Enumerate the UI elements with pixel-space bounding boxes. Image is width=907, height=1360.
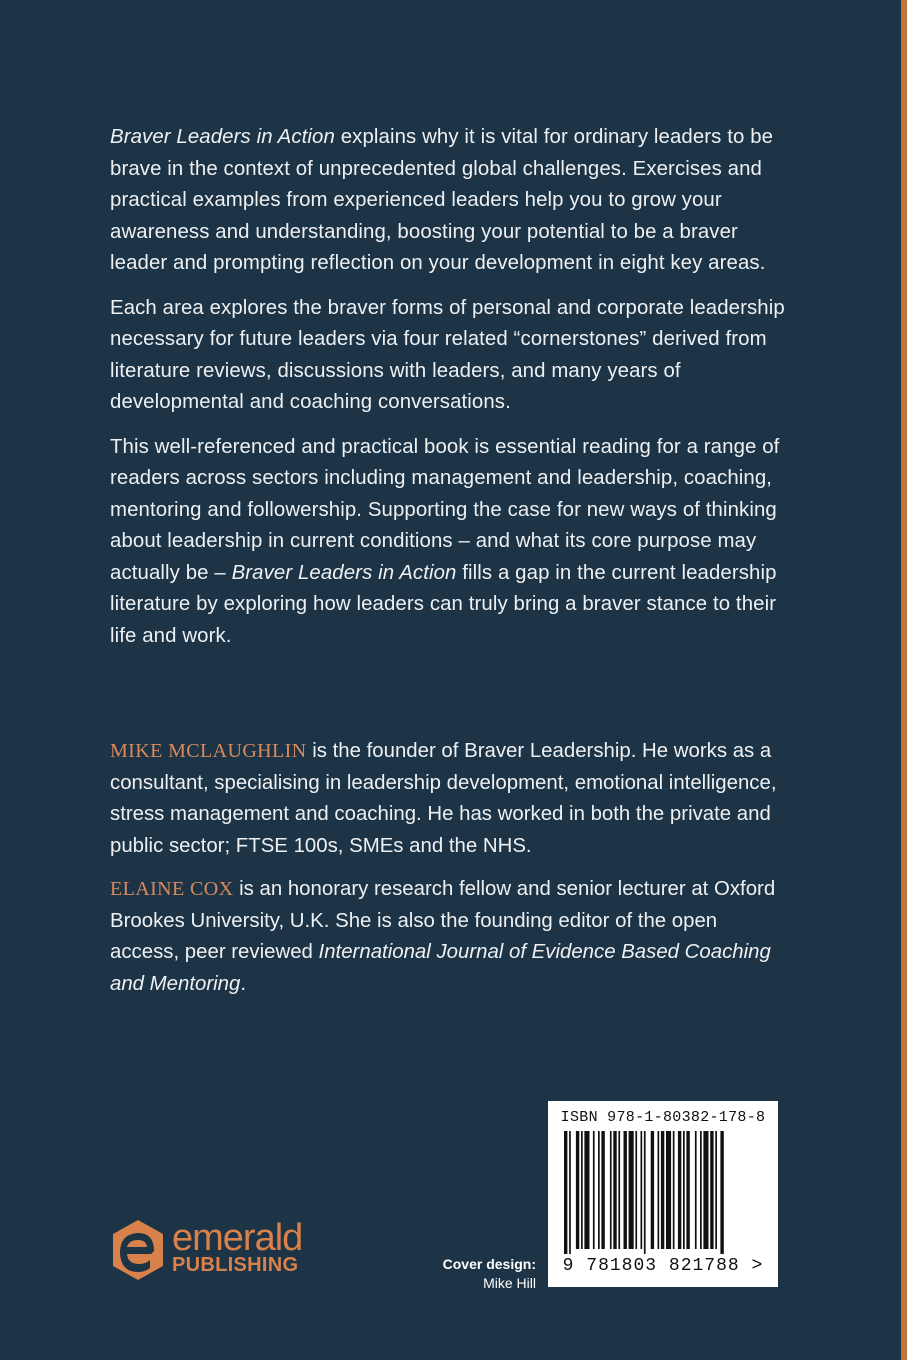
spine-accent-strip	[901, 0, 907, 1360]
barcode-bar	[686, 1131, 689, 1249]
barcode-bar	[624, 1131, 627, 1249]
barcode-bar	[576, 1131, 579, 1249]
barcode-bar	[641, 1131, 643, 1249]
author-bio-2: ELAINE COX is an honorary research fellow and senior lecturer at Oxford Brookes University, U.K. She is also the founding editor of the open access, peer reviewed International Journal of Evidence Based Coaching and Mentoring.	[110, 878, 776, 995]
barcode-bar	[715, 1131, 717, 1249]
isbn-label: ISBN 978-1-80382-178-8	[560, 1109, 766, 1126]
barcode-icon	[564, 1131, 762, 1259]
cover-design-credit	[400, 1255, 536, 1293]
barcode-bar	[661, 1131, 664, 1249]
publisher-subtitle: PUBLISHING	[172, 1254, 299, 1276]
author-name: MIKE MCLAUGHLIN	[110, 740, 307, 762]
barcode-bar	[584, 1131, 589, 1249]
barcode-bar	[613, 1131, 616, 1249]
journal-title: International Journal of Evidence Based Coaching and Mentoring	[110, 941, 771, 995]
barcode-bar	[644, 1131, 646, 1259]
blurb-paragraph-1: Braver Leaders in Action explains why it is vital for ordinary leaders to be brave in the context of unprecedented global challenges. Exercises and practical examples from experienced leaders help you to grow your awareness and understanding, boosting your potential to be a braver leader and prompting reflection on your development in eight key areas.	[110, 126, 774, 274]
barcode-bar	[710, 1131, 713, 1249]
barcode-bar	[720, 1131, 723, 1259]
author-bio-1: MIKE MCLAUGHLIN is the founder of Braver Leadership. He works as a consultant, specialising in leadership development, emotional intelligence, stress management and coaching. He has worked in both the private and public sector; FTSE 100s, SMEs and the NHS.	[110, 740, 777, 857]
barcode-bar	[695, 1131, 697, 1249]
barcode-bar	[601, 1131, 604, 1249]
book-title-italic: Braver Leaders in Action	[231, 561, 457, 584]
barcode-bar	[651, 1131, 654, 1249]
book-title-italic: Braver Leaders in Action	[110, 126, 335, 148]
barcode-bar	[666, 1131, 671, 1249]
credit-label: Cover design:	[442, 1256, 536, 1272]
barcode-bar	[569, 1131, 571, 1259]
author-name: ELAINE COX	[110, 878, 234, 900]
author-bios	[110, 736, 790, 1012]
barcode-bar	[564, 1131, 567, 1259]
credit-name: Mike Hill	[483, 1275, 536, 1291]
barcode-bar	[581, 1131, 583, 1249]
publisher-wordmark: emerald	[172, 1217, 303, 1259]
book-blurb	[110, 122, 790, 665]
barcode-bar	[610, 1131, 612, 1249]
barcode-bar	[629, 1131, 634, 1249]
blurb-paragraph-2: Each area explores the braver forms of personal and corporate leadership necessary for future leaders via four related “cornerstones” derived from literature reviews, discussions with leaders, and many years of developmental and coaching conversations.	[110, 296, 785, 413]
barcode-bar	[683, 1131, 685, 1249]
isbn-barcode	[548, 1101, 778, 1287]
barcode-bar	[673, 1131, 675, 1249]
blurb-paragraph-3: This well-referenced and practical book is essential reading for a range of readers across sectors including management and leadership, coaching, mentoring and followership. Supporting the case for new ways of thinking about leadership in current conditions – and what its core purpose may actually be – Braver Leaders in Action fills a gap in the current leadership literature by exploring how leaders can truly bring a braver stance to their life and work.	[110, 435, 780, 647]
emerald-hexagon-logo-icon	[110, 1218, 166, 1282]
barcode-bar	[618, 1131, 620, 1249]
barcode-bar	[700, 1131, 702, 1249]
barcode-bar	[658, 1131, 660, 1249]
barcode-bar	[635, 1131, 637, 1249]
barcode-bar	[593, 1131, 595, 1249]
publisher-logo	[110, 1218, 320, 1288]
barcode-bar	[703, 1131, 708, 1249]
barcode-bar	[598, 1131, 600, 1249]
barcode-bar	[678, 1131, 681, 1249]
isbn-digits: 9 781803 821788 >	[548, 1254, 778, 1278]
